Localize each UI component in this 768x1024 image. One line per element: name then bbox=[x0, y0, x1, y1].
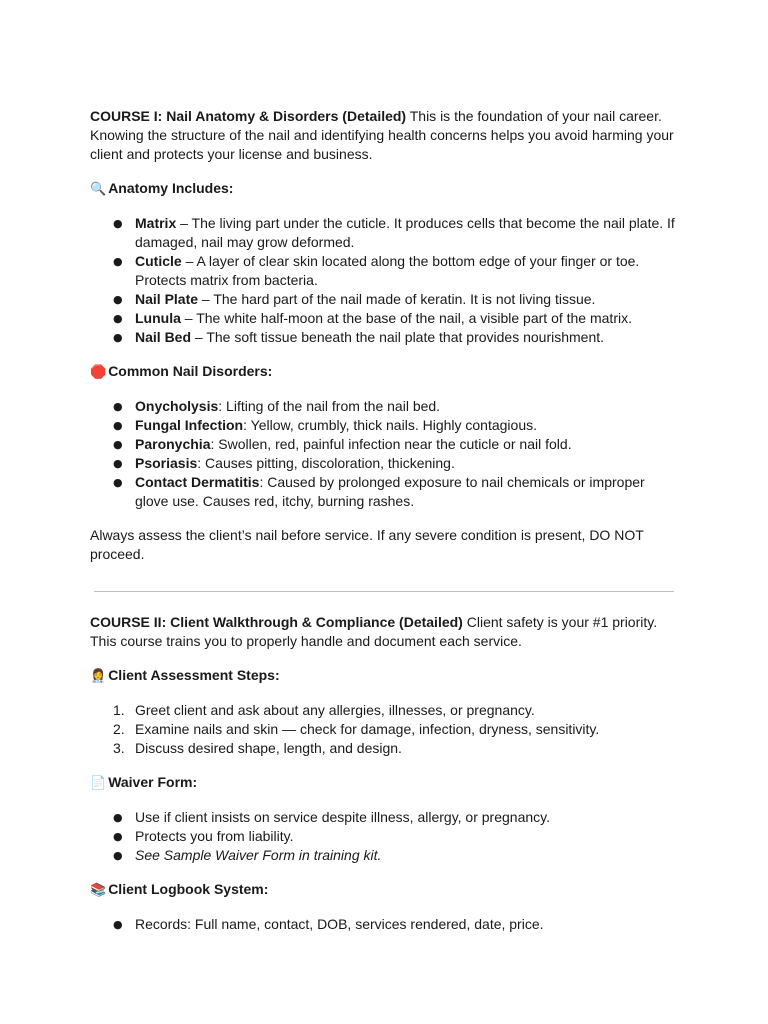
list-item bbox=[90, 473, 680, 511]
list-item-term: Matrix bbox=[135, 215, 177, 231]
assessment-heading bbox=[90, 666, 680, 686]
waiver-heading bbox=[90, 773, 680, 793]
anatomy-list bbox=[90, 214, 680, 347]
list-item bbox=[90, 739, 680, 758]
disorders-heading bbox=[90, 362, 680, 382]
course2-intro-text: Client safety is your #1 priority. This course trains you to properly handle and document each service. bbox=[90, 614, 658, 649]
step-text: Greet client and ask about any allergies, illnesses, or pregnancy. bbox=[135, 702, 535, 718]
list-item-term: Contact Dermatitis bbox=[135, 474, 260, 490]
list-item bbox=[90, 435, 680, 454]
list-item bbox=[90, 397, 680, 416]
list-item bbox=[90, 252, 680, 290]
books-icon: 📚 bbox=[90, 883, 107, 898]
logbook-list bbox=[90, 915, 680, 934]
list-item-term: Onycholysis bbox=[135, 398, 219, 414]
list-item bbox=[90, 328, 680, 347]
assessment-heading-label: Client Assessment Steps: bbox=[108, 667, 280, 683]
stop-sign-icon: 🛑 bbox=[90, 365, 107, 380]
disorders-heading-label: Common Nail Disorders: bbox=[108, 363, 273, 379]
disorders-list bbox=[90, 397, 680, 511]
assessment-steps-list bbox=[90, 701, 680, 758]
section-divider bbox=[94, 591, 674, 592]
list-item: ● Use if client insists on service despite illness, allergy, or pregnancy. bbox=[90, 808, 680, 827]
magnifying-glass-icon: 🔍 bbox=[90, 182, 107, 197]
course1-intro-text: This is the foundation of your nail career. Knowing the structure of the nail and identifying health concerns helps you avoid harming your client and protects your license and business. bbox=[90, 108, 674, 162]
list-item-term: Cuticle bbox=[135, 253, 182, 269]
list-item-term: Psoriasis bbox=[135, 455, 198, 471]
list-item bbox=[90, 720, 680, 739]
step-number: 2. bbox=[113, 721, 125, 737]
logbook-heading bbox=[90, 880, 680, 900]
list-item bbox=[90, 309, 680, 328]
list-item bbox=[90, 290, 680, 309]
list-item-text: : Swollen, red, painful infection near the cuticle or nail fold. bbox=[210, 436, 572, 452]
anatomy-heading bbox=[90, 179, 680, 199]
logbook-heading-label: Client Logbook System: bbox=[108, 881, 269, 897]
step-text: Discuss desired shape, length, and design. bbox=[135, 740, 402, 756]
course1-title: COURSE I: Nail Anatomy & Disorders (Detailed) bbox=[90, 108, 407, 124]
list-item-text: : Yellow, crumbly, thick nails. Highly contagious. bbox=[243, 417, 537, 433]
list-item-term: Lunula bbox=[135, 310, 181, 326]
list-item-term: Paronychia bbox=[135, 436, 211, 452]
course2-title: COURSE II: Client Walkthrough & Compliance (Detailed) bbox=[90, 614, 463, 630]
list-item bbox=[90, 846, 680, 865]
list-item-text: – The living part under the cuticle. It produces cells that become the nail plate. If damaged, nail may grow deformed. bbox=[135, 215, 675, 250]
course1-intro-paragraph bbox=[90, 107, 680, 164]
list-item-text: : Causes pitting, discoloration, thickening. bbox=[197, 455, 455, 471]
step-text: Examine nails and skin — check for damage, infection, dryness, sensitivity. bbox=[135, 721, 600, 737]
step-number: 1. bbox=[113, 702, 125, 718]
document-icon: 📄 bbox=[90, 776, 107, 791]
health-worker-icon: 👩‍⚕️ bbox=[90, 669, 107, 684]
list-item-text: – The soft tissue beneath the nail plate that provides nourishment. bbox=[191, 329, 605, 345]
list-item bbox=[90, 454, 680, 473]
list-item: ● Protects you from liability. bbox=[90, 827, 680, 846]
list-item bbox=[90, 701, 680, 720]
waiver-list bbox=[90, 808, 680, 865]
list-item-text: : Caused by prolonged exposure to nail chemicals or improper glove use. Causes red, itchy, burning rashes. bbox=[135, 474, 645, 509]
course1-closing-note: Always assess the client’s nail before service. If any severe condition is present, DO NOT proceed. bbox=[90, 527, 644, 562]
anatomy-heading-label: Anatomy Includes: bbox=[108, 180, 234, 196]
waiver-heading-label: Waiver Form: bbox=[108, 774, 198, 790]
waiver-note-text: See Sample Waiver Form in training kit. bbox=[135, 847, 382, 863]
list-item-text: – The white half-moon at the base of the nail, a visible part of the matrix. bbox=[180, 310, 632, 326]
list-item: ● Records: Full name, contact, DOB, services rendered, date, price. bbox=[90, 915, 680, 934]
list-item-term: Nail Bed bbox=[135, 329, 192, 345]
step-number: 3. bbox=[113, 740, 125, 756]
list-item-term: Fungal Infection bbox=[135, 417, 244, 433]
list-item-text: – A layer of clear skin located along the bottom edge of your finger or toe. Protects matrix from bacteria. bbox=[135, 253, 640, 288]
list-item-text: : Lifting of the nail from the nail bed. bbox=[218, 398, 441, 414]
course2-intro-paragraph bbox=[90, 613, 680, 651]
list-item bbox=[90, 214, 680, 252]
list-item-term: Nail Plate bbox=[135, 291, 199, 307]
list-item bbox=[90, 416, 680, 435]
document-body bbox=[90, 107, 680, 949]
list-item-text: – The hard part of the nail made of keratin. It is not living tissue. bbox=[198, 291, 596, 307]
